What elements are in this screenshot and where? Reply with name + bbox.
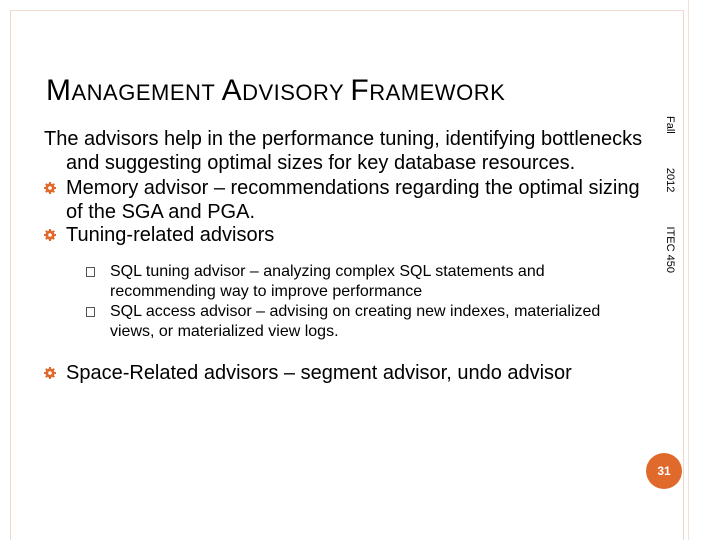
slide-body [44,128,644,385]
gear-icon [44,367,56,379]
gear-icon [44,182,56,194]
frame-left-border [10,10,11,540]
bullet-text: Space-Related advisors – segment advisor, undo advisor [66,361,572,384]
title-rest-3: RAMEWORK [369,80,506,105]
sub-bullet-text: SQL access advisor – advising on creating new indexes, materialized views, or materialized view logs. [110,302,601,340]
title-cap-3: F [350,74,370,107]
checkbox-icon [86,267,95,277]
footer-course: ITEC 450 [664,226,676,273]
frame-right-border [683,10,684,540]
footer-term: Fall [664,116,676,134]
frame-top-border [10,10,684,28]
title-cap-1: M [46,74,72,107]
title-rest-2: DVISORY [242,80,351,105]
bullet-item [44,177,644,224]
frame-outer-right-border [688,0,689,540]
title-rest-1: ANAGEMENT [71,80,222,105]
sub-bullet-item [44,262,644,302]
title-cap-2: A [221,74,243,107]
sub-bullet-list [44,262,644,342]
sub-bullet-text: SQL tuning advisor – analyzing complex SQL statements and recommending way to improve performance [110,262,545,300]
checkbox-icon [86,307,95,317]
bullet-text: Memory advisor – recommendations regarding the optimal sizing of the SGA and PGA. [66,177,640,223]
bullet-item [44,224,644,248]
intro-paragraph: The advisors help in the performance tuning, identifying bottlenecks and suggesting optimal sizes for key database resources. [44,128,643,174]
bullet-item [44,362,644,386]
bullet-text: Tuning-related advisors [66,224,275,246]
footer-year: 2012 [664,167,676,193]
slide-title [46,74,505,108]
gear-icon [44,229,56,241]
sub-bullet-item [44,302,644,342]
page-number-badge: 31 [646,453,682,489]
vertical-footer [664,116,676,273]
